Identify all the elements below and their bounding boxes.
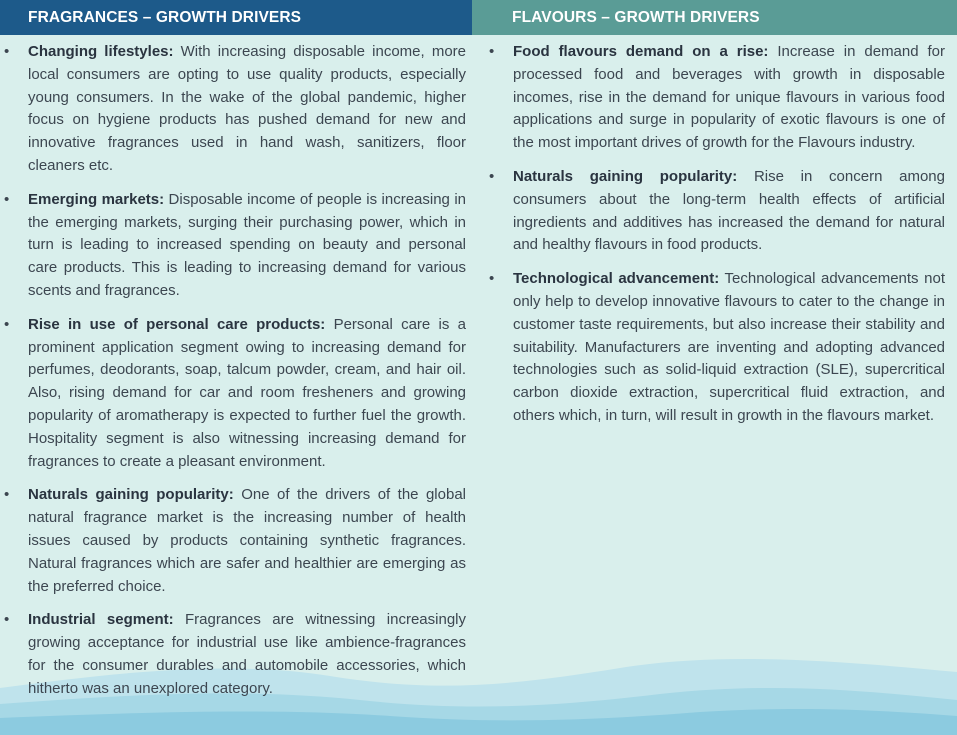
driver-text: With increasing disposable income, more local consumers are opting to use quality products, especially young consumers. In the wake of the global pandemic, higher focus on hygiene products has pushed demand for new and innovative fragrances used in hand wash, sanitizers, floor cleaners etc. <box>28 43 466 174</box>
driver-text: One of the drivers of the global natural fragrance market is the increasing number of health issues caused by products containing synthetic fragrances. Natural fragrances which are safer and healthier are emerging as the preferred choice. <box>28 486 466 595</box>
bullet-icon: • <box>489 167 495 185</box>
driver-text: Personal care is a prominent application segment owing to increasing demand for perfumes, deodorants, soap, talcum powder, cream, and hair oil. Also, rising demand for car and room fresheners and growing popularity of aromatherapy is expected to further fuel the growth. Hospitality segment is also witnessing increasing demand for fragrances to create a pleasant environment. <box>28 315 466 470</box>
driver-term: Industrial segment: <box>28 611 174 629</box>
driver-text: Increase in demand for processed food and beverages with growth in disposable incomes, rise in the demand for unique flavours in various food applications and surge in popularity of exotic flavours is one of the most important drives of growth for the Flavours industry. <box>513 43 946 152</box>
list-item <box>0 314 466 474</box>
driver-term: Technological advancement: <box>513 270 720 288</box>
list-item <box>0 189 466 303</box>
flavours-driver-list <box>485 41 945 428</box>
fragrances-driver-list <box>0 41 466 701</box>
driver-term: Rise in use of personal care products: <box>28 315 326 333</box>
driver-text: Rise in concern among consumers about the long-term health effects of artificial ingredients and additives has increased the demand for natural and healthy flavours in food products. <box>513 167 945 254</box>
list-item <box>485 166 945 257</box>
driver-text: Fragrances are witnessing increasingly growing acceptance for industrial use like ambience-fragrances for the consumer durables and automobile accessories, which hitherto was an unexplored category. <box>28 611 466 697</box>
list-item <box>0 41 466 178</box>
driver-term: Food flavours demand on a rise: <box>513 43 769 60</box>
fragrances-heading <box>0 0 472 35</box>
bullet-icon: • <box>4 486 10 504</box>
list-item <box>0 609 466 700</box>
driver-text: Disposable income of people is increasing in the emerging markets, surging their purchasing power, which in turn is leading to increased spending on beauty and personal care products. This is leading to increasing demand for various scents and fragrances. <box>28 190 466 299</box>
flavours-heading-text: FLAVOURS – GROWTH DRIVERS <box>512 8 760 26</box>
list-item <box>485 268 945 428</box>
bullet-icon: • <box>489 270 495 288</box>
bullet-icon: • <box>4 315 10 333</box>
bullet-icon: • <box>489 43 495 60</box>
list-item <box>485 41 945 155</box>
driver-text: Technological advancements not only help to develop innovative flavours to cater to the change in customer taste requirements, but also increase their stability and suitability. Manufacturers are inventing and adopting advanced technologies such as solid-liquid extraction (SLE), supercritical carbon dioxide extraction, supercritical fluid extraction, and others which, in turn, will result in growth in the flavours market. <box>513 270 945 424</box>
fragrances-heading-text: FRAGRANCES – GROWTH DRIVERS <box>28 8 302 26</box>
bullet-icon: • <box>4 611 10 629</box>
list-item <box>0 484 466 598</box>
driver-term: Naturals gaining popularity: <box>513 167 738 185</box>
flavours-heading <box>472 0 957 35</box>
driver-term: Emerging markets: <box>28 190 165 208</box>
flavours-column <box>485 41 945 439</box>
bullet-icon: • <box>4 43 10 60</box>
driver-term: Naturals gaining popularity: <box>28 486 234 504</box>
driver-term: Changing lifestyles: <box>28 43 174 60</box>
bullet-icon: • <box>4 190 10 208</box>
fragrances-column <box>0 41 466 712</box>
